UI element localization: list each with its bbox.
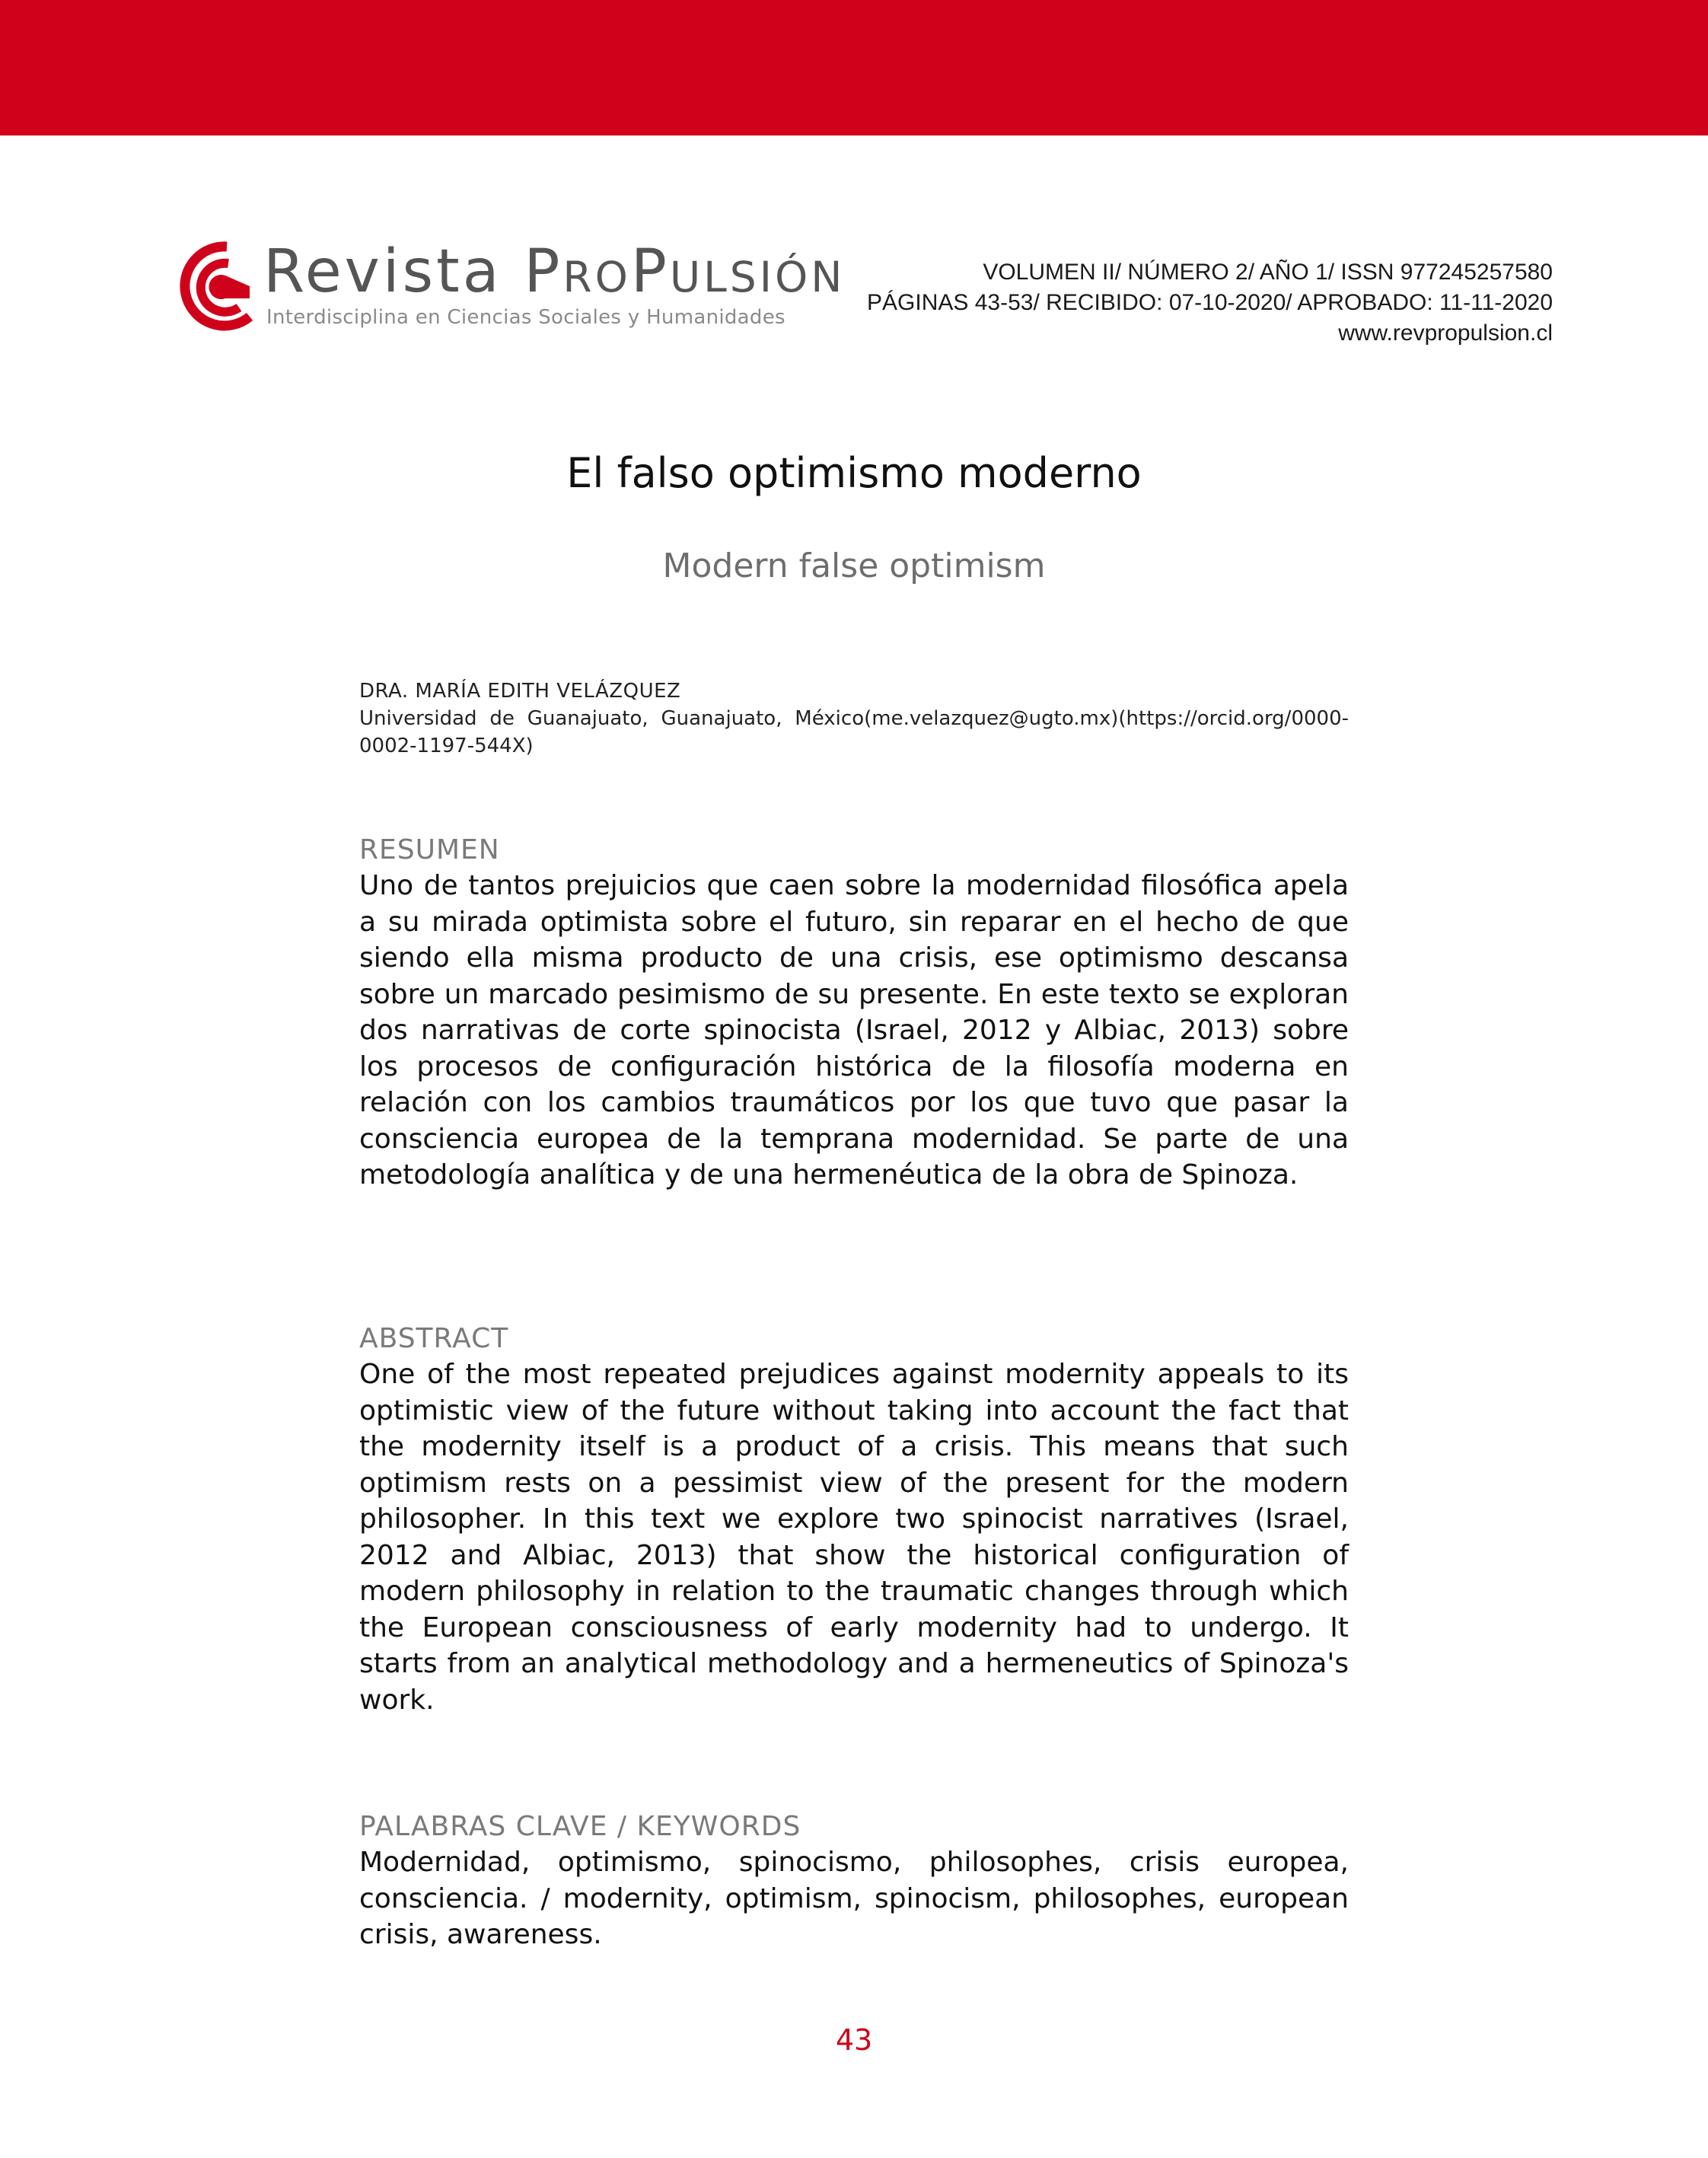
abstract-heading: ABSTRACT (359, 1323, 509, 1354)
journal-logo (174, 237, 846, 336)
abstract-text: One of the most repeated prejudices against modernity appeals to its optimistic view of the future without taking into account the fact that the modernity itself is a product of a crisis. This means that such optimism rests on a pessimist view of the present for the modern philosopher. In this text we explore two spinocist narratives (Israel, 2012 and Albiac, 2013) that show the historical configuration of modern philosophy in relation to the traumatic changes through which the European consciousness of early modernity had to undergo. It starts from an analytical methodology and a hermeneutics of Spinoza's work. (359, 1359, 1349, 1716)
resumen-text: Uno de tantos prejuicios que caen sobre la modernidad filosófica apela a su mirada optimista sobre el futuro, sin reparar en el hecho de que siendo ella misma producto de una crisis, ese optimismo descansa sobre un marcado pesimismo de su presente. En este texto se exploran dos narrativas de corte spinocista (Israel, 2012 y Albiac, 2013) sobre los procesos de configuración histórica de la filosofía moderna en relación con los cambios traumáticos por los que tuvo que pasar la consciencia europea de la temprana modernidad. Se parte de una metodología analítica y de una hermenéutica de la obra de Spinoza. (359, 870, 1349, 1191)
keywords-heading: PALABRAS CLAVE / KEYWORDS (359, 1811, 801, 1842)
propulsion-swirl-logo-icon (174, 241, 257, 332)
page-number: 43 (835, 2023, 873, 2057)
issue-metadata (867, 257, 1553, 349)
author-name: DRA. MARÍA EDITH VELÁZQUEZ (359, 680, 681, 703)
resumen-section (359, 833, 1349, 1194)
article-title: El falso optimismo moderno (566, 449, 1142, 497)
author-block (359, 677, 1349, 760)
journal-subtitle: Interdisciplina en Ciencias Sociales y Humanidades (266, 306, 785, 329)
author-affiliation: Universidad de Guanajuato, Guanajuato, México(me.velazquez@ugto.mx)(https://orcid.org/0000-0002-1197-544X) (359, 707, 1349, 757)
top-red-band (0, 0, 1708, 135)
journal-title-part1: Revista (263, 237, 524, 306)
journal-title (263, 237, 845, 306)
resumen-heading: RESUMEN (359, 834, 500, 865)
journal-website-link[interactable]: www.revpropulsion.cl (1338, 320, 1553, 346)
issue-volume-line: VOLUMEN II/ NÚMERO 2/ AÑO 1/ ISSN 977245257580 (983, 260, 1553, 285)
keywords-text: Modernidad, optimismo, spinocismo, philosophes, crisis europea, consciencia. / modernity, optimism, spinocism, philosophes, european crisis, awareness. (359, 1847, 1349, 1950)
abstract-section (359, 1321, 1349, 1718)
journal-title-brand: ProPulsión (524, 237, 846, 306)
keywords-section (359, 1809, 1349, 1953)
article-subtitle: Modern false optimism (662, 547, 1046, 585)
issue-dates-line: PÁGINAS 43-53/ RECIBIDO: 07-10-2020/ APROBADO: 11-11-2020 (867, 290, 1553, 315)
